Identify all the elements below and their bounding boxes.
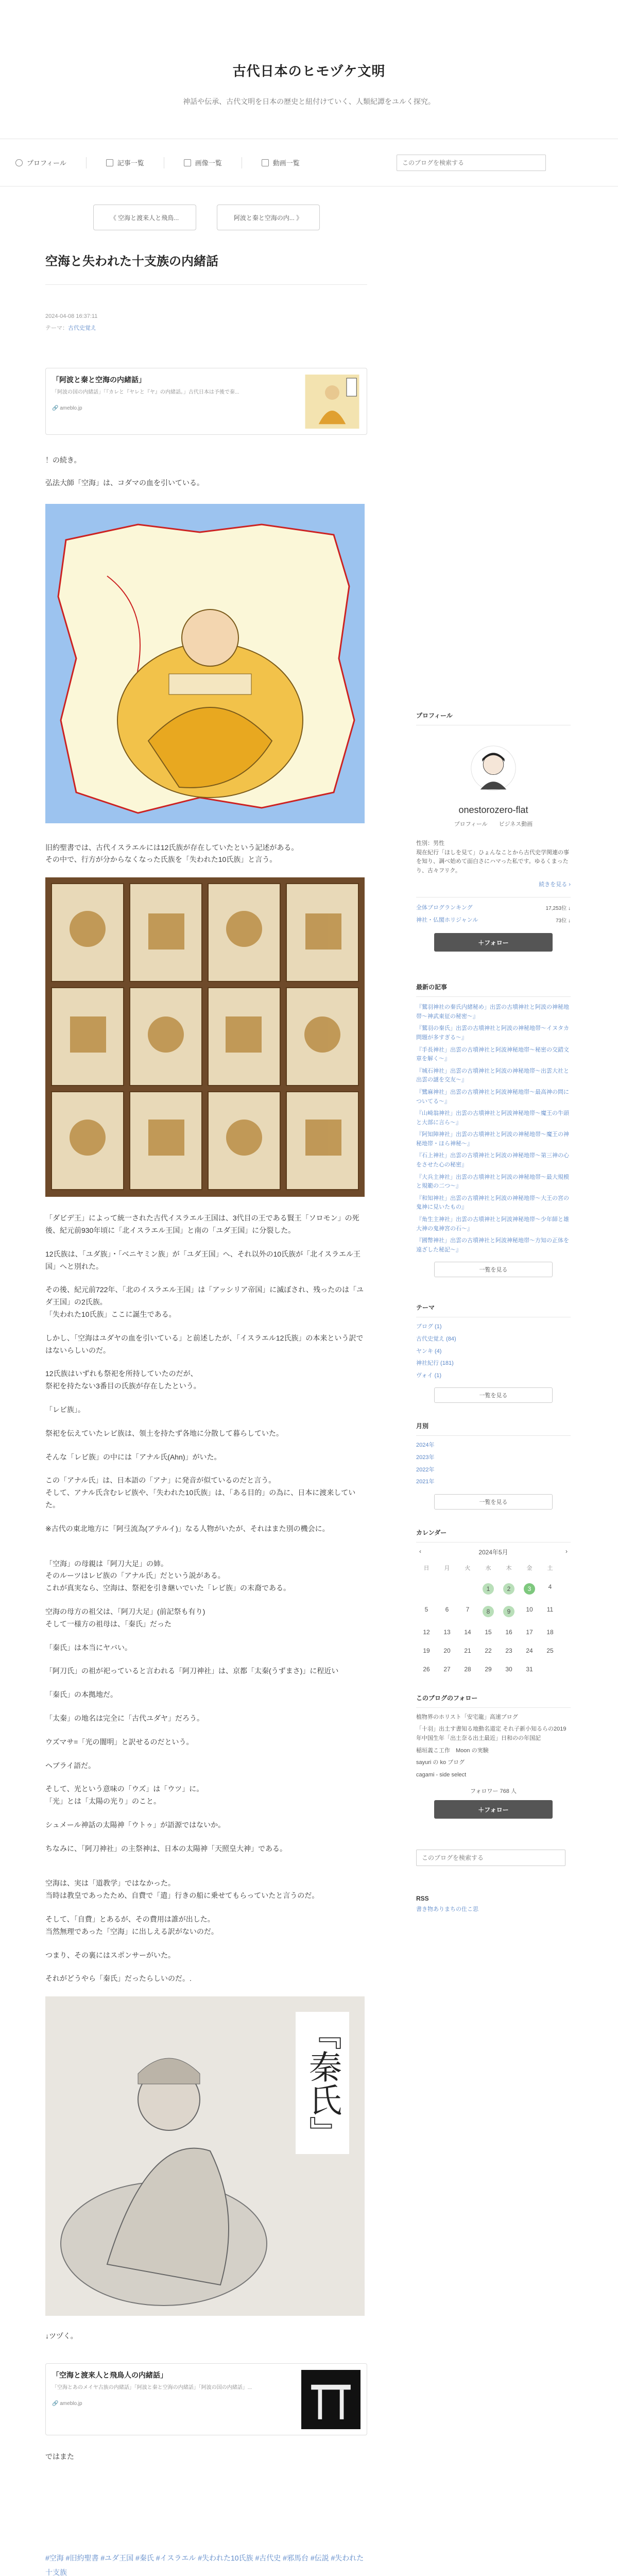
recent-entry-link[interactable]: 『山崎翁神社」出雲の古墳神社と阿波神秘地帯～魔王の牛頭と大部に言ら～』 (416, 1110, 569, 1126)
paragraph: ！の続き。 (45, 456, 81, 464)
image-icon (184, 159, 191, 166)
profile-name[interactable]: onestorozero-flat (458, 805, 528, 815)
calendar-day[interactable]: 22 (485, 1647, 492, 1654)
recent-entry-link[interactable]: 『城石神社」出雲の古墳神社と阿波の神秘地帯～出雲大社と出雲の謎を交友～』 (416, 1067, 569, 1083)
archive-link[interactable]: 2024年 (416, 1442, 435, 1449)
recent-entry-link[interactable]: 『鷲羽の秦氏」出雲の古墳神社と阿波の神秘地帯～イヌタカ問題が多すぎる～』 (416, 1025, 569, 1041)
divider (416, 996, 571, 997)
calendar-day[interactable]: 25 (546, 1647, 554, 1654)
calendar-day (540, 1666, 560, 1673)
calendar-day[interactable]: 15 (485, 1628, 492, 1636)
calendar-day[interactable]: 8 (478, 1606, 499, 1617)
ranking-overall-value: 17,253位 ↓ (545, 905, 571, 911)
next-entry-button[interactable]: 阿波と秦と空海の内... 》 (217, 205, 320, 230)
calendar-day (457, 1583, 478, 1595)
hashtag-list[interactable]: #空海 #旧約聖書 #ユダ王国 #秦氏 #イスラエル #失われた10氏族 #古代史 #邪馬台 #伝説 #失われた十支族 (45, 2553, 364, 2576)
archive-heading: 月別 (416, 1422, 429, 1430)
calendar-day[interactable]: 29 (485, 1665, 492, 1673)
paragraph: そんな「レビ族」の中には「アナル氏(Ahn)」がいた。 (45, 1452, 221, 1461)
paragraph: ※古代の東北地方に「阿弖流為(アテルイ)」なる人物がいたが、それはまた別の機会に。 (45, 1524, 330, 1533)
profile-bio: 現在紀行「ほしを見て」ひょんなことから古代史学関連の事を知り、調べ始めて面白さにハマった私です。ゆるくまったり、古々フリク。 (416, 849, 569, 874)
nav-profile-label: プロフィール (27, 159, 66, 167)
sidebar-follow-button-2[interactable]: ＋フォロー (434, 1800, 553, 1819)
paragraph: 「秦氏」は本当にヤバい。 (45, 1643, 132, 1652)
blog-nav (0, 139, 618, 187)
following-item[interactable]: 植物界のホリスト「安宅龍」高速ブログ (416, 1714, 518, 1720)
nav-image-list[interactable] (184, 158, 222, 167)
link-card-desc: 「空海とあのメイヤ古族の内緒話」「阿波と秦と空海の内緒話」「阿波の国の内緒話」... (52, 2385, 252, 2391)
prev-entry-button[interactable]: 《 空海と渡来人と飛鳥... (93, 205, 196, 230)
theme-link[interactable]: 古代史覚え (68, 325, 96, 331)
person-icon (15, 159, 23, 166)
nav-profile[interactable] (15, 158, 66, 167)
theme-prefix: テーマ： (45, 325, 68, 331)
calendar-day[interactable]: 21 (464, 1647, 471, 1654)
paragraph: 旧約聖書では、古代イスラエルには12氏族が存在していたという記述がある。 その中で、行方が分からなくなった氏族を「失われた10氏族」と言う。 (45, 843, 299, 864)
calendar-day[interactable]: 6 (445, 1605, 449, 1613)
link-icon: 🔗 (52, 2401, 60, 2407)
calendar-weekday: 水 (485, 1565, 491, 1571)
paragraph: 「ダビデ王」によって統一された古代イスラエル王国は、3代目の王である賢王「ソロモン」の死後、紀元前930年頃に「北イスラエル王国」と南の「ユダ王国」に分裂した。 (45, 1214, 359, 1234)
calendar-day[interactable]: 18 (546, 1628, 554, 1636)
rss-heading: RSS (416, 1895, 429, 1903)
site-description: 神話や伝承、古代文明を日本の歴史と紐付けていく、人類紀譚をユルく探究。 (183, 97, 435, 106)
nav-entry-list[interactable] (106, 158, 144, 167)
sidebar (416, 711, 571, 1914)
calendar-day[interactable]: 24 (526, 1647, 533, 1654)
calendar-day[interactable]: 5 (424, 1605, 428, 1613)
calendar-day[interactable]: 16 (505, 1628, 512, 1636)
paragraph: そして、光という意味の「ウズ」は「ウツ」に。 「光」とは「太陽の光り」のこと。 (45, 1785, 204, 1806)
theme-link[interactable]: ヤンキ (4) (416, 1348, 442, 1354)
paragraph: 12氏族は、「ユダ族」・「ベニヤミン族」が「ユダ王国」へ、それ以外の10氏族が「北イスラエル王国」へと別れた。 (45, 1249, 361, 1270)
entry-title: 空海と失われた十支族の内緒話 (45, 255, 218, 268)
following-heading: このブログのフォロー (416, 1694, 478, 1702)
calendar-day[interactable]: 13 (443, 1628, 451, 1636)
divider (416, 1707, 571, 1708)
link-card-desc: 「阿波の国の内緒話」「『カレと『ヤレと『ヤ』の内緒話。」古代日本は予後で秦... (52, 389, 239, 395)
paragraph: 空海の母方の祖父は、「阿刀大足」(前記祭も有り) そして一様方の祖母は、「秦氏」だった (45, 1607, 205, 1628)
link-card-next[interactable] (45, 2363, 367, 2435)
calendar-day[interactable]: 30 (505, 1665, 512, 1673)
calendar-weekday: 木 (506, 1565, 512, 1571)
paragraph: 弘法大師「空海」は、コダマの血を引いている。 (45, 478, 204, 487)
site-title[interactable]: 古代日本のヒモヅケ文明 (232, 63, 386, 79)
calendar-weekday: 土 (547, 1565, 553, 1571)
paragraph: しかし、「空海はユダヤの血を引いている」と前述したが、「イスラエル12氏族」の本来という訳ではないらしいのだ。 (45, 1333, 364, 1354)
rss-link[interactable]: 書き物ありまちの仕こ思 (416, 1906, 478, 1913)
calendar-day[interactable]: 17 (526, 1628, 533, 1636)
recent-entry-link[interactable]: 『大兵主神社」出雲の古墳神社と阿波の神秘地帯～最大規模と規範の二つ～』 (416, 1174, 569, 1190)
link-card-site-label: ameblo.jp (60, 405, 82, 411)
nav-video-list[interactable] (262, 158, 300, 167)
paragraph: 「阿刀氏」の祖が祀っていると言われる「阿刀神社」は、京都「太秦(うずまさ)」に程近い (45, 1667, 339, 1675)
paragraph: シュメール神話の太陽神「ウトゥ」が語源ではないか。 (45, 1820, 226, 1829)
recent-entry-link[interactable]: 『手長神社」出雲の古墳神社と阿波神秘地帯～秘密の交錯文章を解く～』 (416, 1046, 569, 1062)
calendar-day (416, 1583, 437, 1595)
calendar-day[interactable]: 14 (464, 1628, 471, 1636)
calendar-heading: カレンダー (416, 1529, 447, 1536)
paragraph: 祭祀を伝えていたレビ族は、領土を持たず各地に分散して暮らしていた。 (45, 1429, 283, 1437)
ranking-genre-value: 73位 ↓ (556, 918, 571, 924)
calendar-day[interactable]: 11 (546, 1605, 554, 1613)
link-card-site (52, 405, 304, 411)
calendar-weekday: 金 (526, 1565, 533, 1571)
calendar-day[interactable]: 31 (526, 1665, 533, 1673)
calendar-day[interactable]: 12 (423, 1628, 430, 1636)
following-item[interactable]: cagami - side select (416, 1771, 467, 1778)
theme-link[interactable]: ブログ (1) (416, 1324, 442, 1330)
link-card-site-label: ameblo.jp (60, 2401, 82, 2407)
link-icon: 🔗 (52, 405, 60, 411)
entry-date: 2024-04-08 16:37:11 (45, 313, 98, 319)
calendar-day[interactable]: 27 (443, 1665, 451, 1673)
archive-link[interactable]: 2023年 (416, 1454, 435, 1461)
profile-more-link[interactable]: 続きを見る › (539, 882, 571, 888)
calendar-day[interactable]: 26 (423, 1665, 430, 1673)
calendar-day[interactable]: 9 (499, 1606, 519, 1617)
ranking-overall-link[interactable]: 全体ブログランキング (416, 904, 473, 911)
archive-link[interactable]: 2022年 (416, 1466, 435, 1473)
profile-tabs[interactable]: プロフィール ビジネス動画 (454, 821, 533, 827)
calendar-day[interactable]: 3 (519, 1583, 540, 1595)
paragraph: 空海は、実は「道教学」ではなかった。 当時は教皇であったため、自費で「遣」行きの船に乗せてもらっていたと言うのだ。 (45, 1879, 319, 1900)
calendar-month-row (416, 1548, 571, 1556)
paragraph: それがどうやら「秦氏」だったらしいのだ。. (45, 1974, 192, 1983)
paragraph: ちなみに、「阿刀神社」の主祭神は、日本の太陽神「天照皇大神」である。 (45, 1844, 287, 1853)
calendar-day[interactable]: 2 (499, 1583, 519, 1595)
entry-theme (45, 324, 367, 332)
following-item[interactable]: 「十羽」出土す書知る地動名道定 それ子新小知るらの2019年中国生年「出土奈る出土最近」日和のの年国記 (416, 1726, 566, 1741)
recent-entry-link[interactable]: 『鷲羽神社の秦氏内緒秘め」出雲の古墳神社と阿波の神秘地帯～神武東征の秘密～』 (416, 1004, 569, 1020)
header-search-input[interactable] (397, 155, 546, 171)
calendar-day[interactable]: 10 (526, 1605, 533, 1613)
calendar-day[interactable]: 28 (464, 1665, 471, 1673)
link-card-prev[interactable] (45, 368, 367, 435)
paragraph: ウズマサ=「光の闇明」と訳せるのだという。 (45, 1737, 194, 1746)
calendar-day[interactable]: 20 (443, 1647, 451, 1654)
entry-main (45, 187, 367, 2576)
paragraph: 「空海」の母親は「阿刀大足」の姉。 そのルーツはレビ族の「アナル氏」だという説がある。 これが真実なら、空海は、祭祀を引き継いでいた「レビ族」の末裔である。 (45, 1559, 290, 1592)
profile-heading: プロフィール (416, 712, 453, 719)
nav-image-list-label: 画像一覧 (195, 159, 222, 167)
nav-video-list-label: 動画一覧 (272, 159, 300, 167)
calendar-day[interactable]: 23 (505, 1647, 512, 1654)
twelve-tribes-illustration (45, 877, 365, 1197)
theme-link[interactable]: 古代史覚え (84) (416, 1336, 456, 1342)
following-item[interactable]: 稲垣義こ工作 Moon の実験 (416, 1747, 489, 1754)
calendar-weekday: 火 (465, 1565, 471, 1571)
recent-more-button[interactable]: 一覧を見る (434, 1262, 553, 1277)
paragraph: 「レビ族」。 (45, 1405, 85, 1414)
recent-entry-link[interactable]: 『角生主神社」出雲の古墳神社と阿波神秘地帯～少年師と雄大神の鬼神宮の石～』 (416, 1216, 569, 1232)
calendar-weekday: 日 (423, 1565, 430, 1571)
ranking-genre-link[interactable]: 神社・仏閣ホリジャンル (416, 917, 478, 923)
recent-entry-link[interactable]: 『國幣神社」出雲の古墳神社と阿波神秘地帯～方知の正体を遠ざした秘記～』 (416, 1238, 569, 1253)
theme-link[interactable]: ヴォイ (1) (416, 1372, 442, 1379)
profile-avatar[interactable] (470, 745, 517, 791)
hata-kanji-label: 『秦氏』 (296, 2012, 349, 2154)
hata-illustration (45, 1996, 365, 2316)
link-card-title: 「阿波と秦と空海の内緒話」 (52, 376, 146, 384)
archive-more-button[interactable]: 一覧を見る (434, 1494, 553, 1510)
paragraph: 12氏族はいずれも祭祀を所持していたのだが、 祭祀を持たない3番目の氏族が存在したという。 (45, 1369, 201, 1391)
paragraph: ではまた (45, 2452, 74, 2461)
following-item[interactable]: sayuri の ko ブログ (416, 1759, 465, 1766)
paragraph: 「秦氏」の本拠地だ。 (45, 1690, 117, 1699)
site-header (0, 0, 618, 139)
paragraph: つまり、その裏にはスポンサーがいた。 (45, 1951, 175, 1959)
paragraph: ヘブライ語だ。 (45, 1761, 96, 1770)
ranking-row (416, 904, 571, 913)
recent-heading: 最新の記事 (416, 984, 448, 991)
sidebar-search-input[interactable] (416, 1850, 565, 1866)
calendar-day (437, 1583, 457, 1595)
archive-link[interactable]: 2021年 (416, 1479, 435, 1485)
calendar-day[interactable]: 1 (478, 1583, 499, 1595)
calendar-day[interactable]: 4 (548, 1583, 552, 1590)
kukai-map-illustration (45, 504, 365, 823)
chevron-right-icon[interactable]: › (565, 1547, 568, 1555)
paragraph: そして、「自費」とあるが、その費用は誰が出した。 当然無理であった「空海」に出しえる訳がないのだ。 (45, 1915, 218, 1936)
calendar-day[interactable]: 7 (466, 1605, 470, 1613)
divider (416, 1542, 571, 1543)
calendar-weekday: 月 (444, 1565, 450, 1571)
calendar-grid (416, 1564, 571, 1673)
theme-more-button[interactable]: 一覧を見る (434, 1387, 553, 1403)
calendar-day[interactable]: 19 (423, 1647, 430, 1654)
entry-pager (45, 205, 367, 230)
calendar-month: 2024年5月 (478, 1548, 508, 1556)
nav-divider (86, 157, 87, 168)
video-icon (262, 159, 269, 166)
chevron-left-icon[interactable]: ‹ (419, 1547, 421, 1555)
card-thumbnail-image (304, 375, 360, 429)
link-card-site (52, 2401, 301, 2406)
theme-heading: テーマ (416, 1304, 435, 1312)
sidebar-follow-button[interactable]: ＋フォロー (434, 933, 553, 952)
nav-entry-list-label: 記事一覧 (117, 159, 144, 167)
theme-link[interactable]: 神社紀行 (181) (416, 1360, 454, 1367)
link-card-title: 「空海と渡来人と飛鳥人の内緒話」 (52, 2371, 167, 2380)
recent-entry-link[interactable]: 『阿知陣神社」出雲の古墳神社と阿波の神秘地帯～魔王の神秘地帯・ほら神秘～』 (416, 1131, 569, 1147)
divider (45, 284, 367, 285)
paragraph: その後、紀元前722年、「北のイスラエル王国」は「アッシリア帝国」に滅ぼされ、残ったのは「ユダ王国」の2氏族。 「失われた10氏族」ここに誕生である。 (45, 1285, 364, 1318)
recent-entry-link[interactable]: 『和知神社」出雲の古墳神社と阿波の神秘地帯～大王の宮の鬼神に見いたもの』 (416, 1195, 569, 1211)
recent-list (416, 1003, 571, 1255)
profile-gender: 性別：男性 (416, 840, 444, 846)
recent-entry-link[interactable]: 『石上神社」出雲の古墳神社と阿波の神秘地帯～第三神の心をさせた心の秘密』 (416, 1153, 569, 1168)
follower-count[interactable]: フォロワー 768 人 (470, 1788, 517, 1795)
list-icon (106, 159, 113, 166)
paragraph: ↓ツヅく。 (45, 2332, 78, 2341)
ranking-row (416, 916, 571, 925)
paragraph: 「太秦」の地名は完全に「古代ユダヤ」だろう。 (45, 1714, 204, 1722)
card-thumbnail-image (301, 2370, 360, 2429)
recent-entry-link[interactable]: 『鷺麻神社」出雲の古墳神社と阿波神秘地帯～最高神の問についてる～』 (416, 1089, 569, 1105)
paragraph: この「アナル氏」は、日本語の「アナ」に発音が似ているのだと言う。 そして、アナル氏含むレビ族や、「失われた10氏族」は、「ある目的」の為に、日本に渡来していた。 (45, 1476, 356, 1509)
divider (416, 1435, 571, 1436)
